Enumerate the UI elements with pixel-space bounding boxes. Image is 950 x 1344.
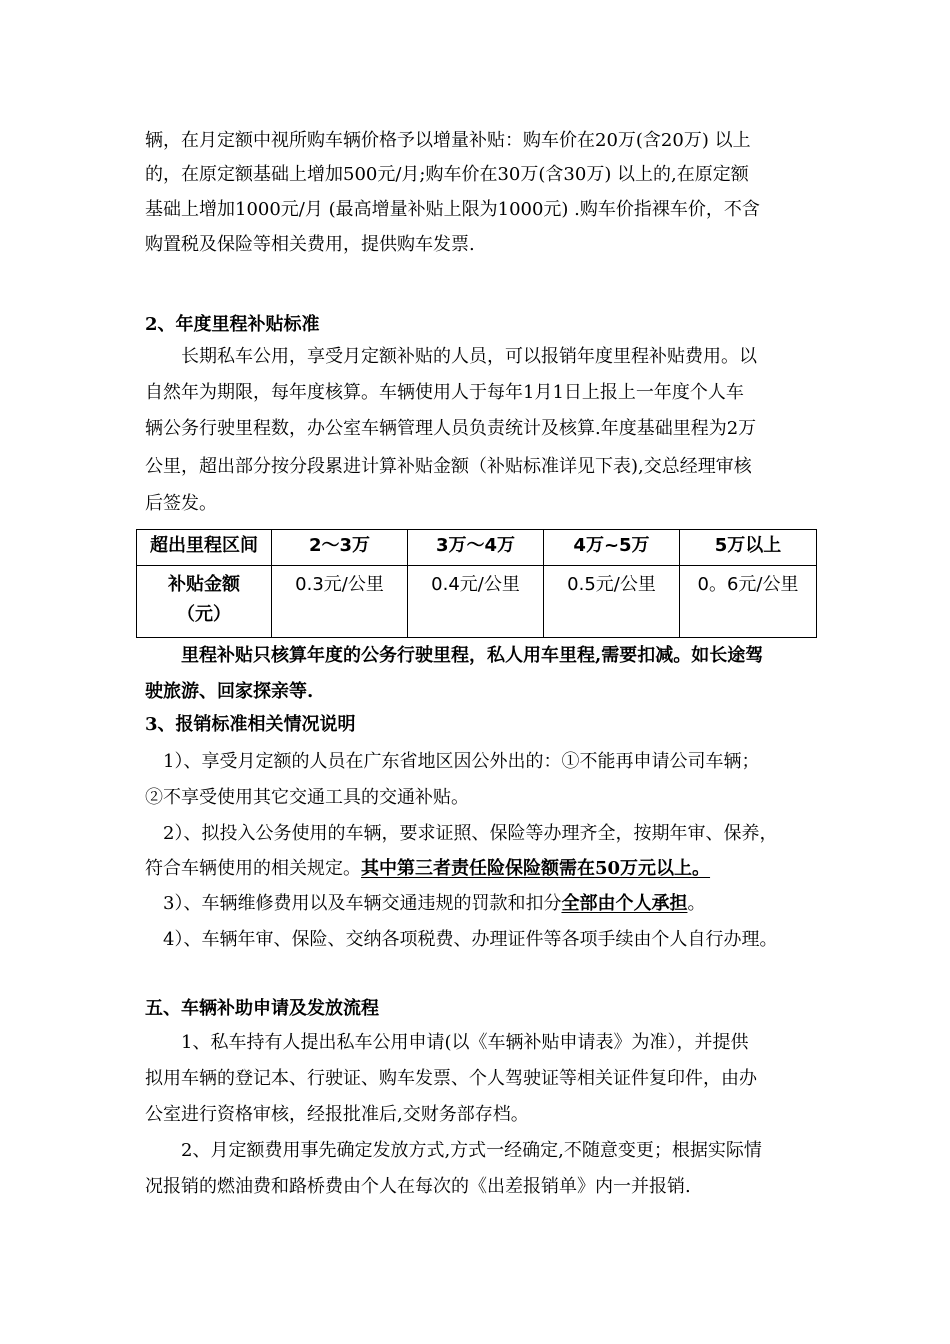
table-header-cell: 超出里程区间 (137, 530, 272, 566)
table-header-cell: 5万以上 (680, 530, 817, 566)
list-item: 1）、享受月定额的人员在广东省地区因公外出的：①不能再申请公司车辆； (163, 751, 760, 772)
table-cell: 0。6元/公里 (680, 565, 817, 637)
row-label-line: （元） (177, 603, 231, 625)
row-label-line: 补贴金额 (168, 573, 240, 595)
mileage-subsidy-table (136, 529, 817, 638)
section-heading: 五、车辆补助申请及发放流程 (145, 998, 379, 1019)
table-cell: 0.4元/公里 (408, 565, 544, 637)
paragraph-line: 辆，在月定额中视所购车辆价格予以增量补贴：购车价在20万(含20万) 以上 (145, 130, 751, 151)
paragraph-line: 后签发。 (145, 493, 217, 514)
emphasis-text: 全部由个人承担 (561, 893, 688, 914)
paragraph-line: 的，在原定额基础上增加500元/月;购车价在30万(含30万) 以上的,在原定额 (145, 164, 749, 185)
table-header-cell: 2～3万 (272, 530, 408, 566)
table-header-cell: 4万~5万 (544, 530, 680, 566)
item-text: 。 (687, 893, 706, 914)
emphasis-text: 其中第三者责任险保险额需在50万元以上。 (361, 858, 711, 879)
item-text: 3）、车辆维修费用以及车辆交通违规的罚款和扣分 (163, 893, 562, 914)
list-item: 4）、车辆年审、保险、交纳各项税费、办理证件等各项手续由个人自行办理。 (163, 929, 778, 950)
note-line: 里程补贴只核算年度的公务行驶里程，私人用车里程,需要扣减。如长途驾 (181, 645, 764, 666)
paragraph-line: 辆公务行驶里程数，办公室车辆管理人员负责统计及核算.年度基础里程为2万 (145, 418, 757, 439)
section-heading: 2、年度里程补贴标准 (145, 314, 320, 335)
paragraph-line: 购置税及保险等相关费用，提供购车发票. (145, 234, 475, 255)
table-cell: 0.3元/公里 (272, 565, 408, 637)
paragraph-line: 公里，超出部分按分段累进计算补贴金额（补贴标准详见下表),交总经理审核 (145, 456, 752, 477)
list-item: 2）、拟投入公务使用的车辆，要求证照、保险等办理齐全，按期年审、保养， (163, 823, 778, 844)
table-header-cell: 3万～4万 (408, 530, 544, 566)
paragraph-line: 1、私车持有人提出私车公用申请(以《车辆补贴申请表》为准），并提供 (181, 1032, 749, 1053)
section-heading: 3、报销标准相关情况说明 (145, 714, 356, 735)
paragraph-line: 长期私车公用，享受月定额补贴的人员，可以报销年度里程补贴费用。以 (181, 346, 757, 367)
note-line: 驶旅游、回家探亲等. (145, 681, 314, 702)
paragraph-line: 拟用车辆的登记本、行驶证、购车发票、个人驾驶证等相关证件复印件，由办 (145, 1068, 757, 1089)
paragraph-line: 公室进行资格审核，经报批准后,交财务部存档。 (145, 1104, 529, 1125)
list-item (163, 892, 705, 916)
paragraph-line: 2、月定额费用事先确定发放方式,方式一经确定,不随意变更；根据实际情 (181, 1140, 762, 1161)
paragraph-line: 基础上增加1000元/月 (最高增量补贴上限为1000元) .购车价指裸车价，不含 (145, 199, 760, 220)
table-row (137, 565, 817, 637)
table-header-row (137, 530, 817, 566)
paragraph-line: 自然年为期限，每年度核算。车辆使用人于每年1月1日上报上一年度个人车 (145, 382, 744, 403)
list-item: ②不享受使用其它交通工具的交通补贴。 (145, 787, 469, 808)
item-text: 符合车辆使用的相关规定。 (145, 858, 361, 879)
paragraph-line: 况报销的燃油费和路桥费由个人在每次的《出差报销单》内一并报销. (145, 1176, 691, 1197)
table-cell: 0.5元/公里 (544, 565, 680, 637)
table-row-label (137, 565, 272, 637)
list-item (145, 857, 710, 881)
